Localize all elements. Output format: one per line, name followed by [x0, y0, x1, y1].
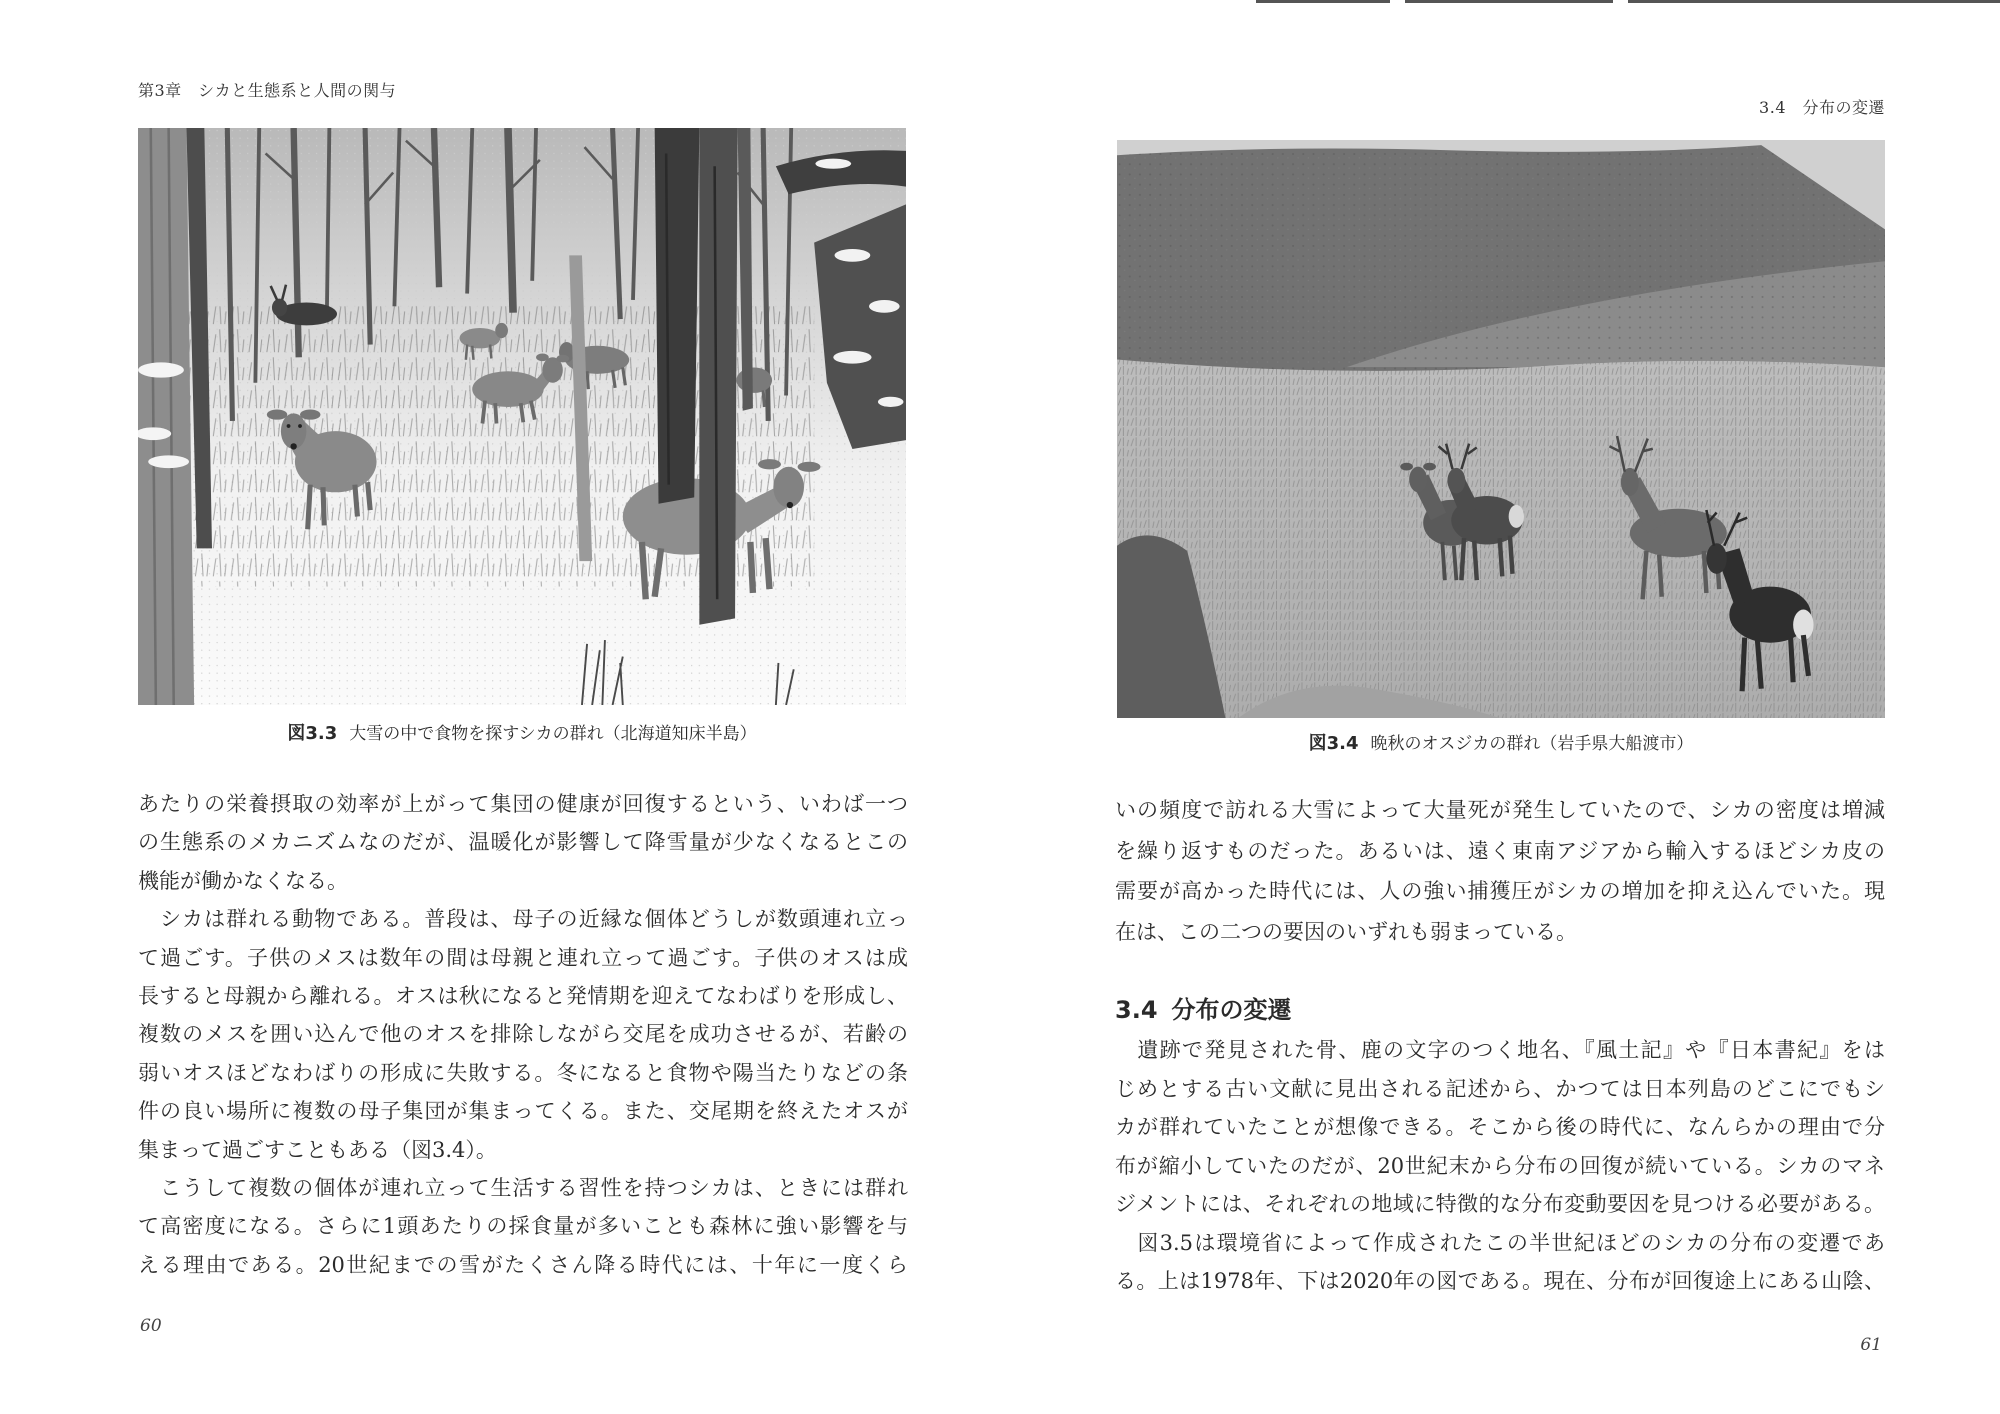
- body-text-line: る。上は1978年、下は2020年の図である。現在、分布が回復途上にある山陰、: [1115, 1269, 1885, 1293]
- body-text-line: シカは群れる動物である。普段は、母子の近縁な個体どうしが数頭連れ立っ: [138, 907, 908, 932]
- section-title: 分布の変遷: [1171, 996, 1292, 1024]
- figure-caption-text: 大雪の中で食物を探すシカの群れ（北海道知床半島）: [349, 724, 757, 744]
- body-text-line: て高密度になる。さらに1頭あたりの採食量が多いことも森林に強い影響を与: [138, 1214, 908, 1239]
- page-number-left: 60: [140, 1316, 162, 1336]
- body-text-line: 件の良い場所に複数の母子集団が集まってくる。また、交尾期を終えたオスが: [138, 1099, 908, 1124]
- running-head-section: 3.4 分布の変遷: [1759, 98, 1885, 117]
- body-text-line: こうして複数の個体が連れ立って生活する習性を持つシカは、ときには群れ: [138, 1175, 908, 1200]
- body-text-line: の生態系のメカニズムなのだが、温暖化が影響して降雪量が少なくなるとこの: [138, 830, 908, 855]
- right-body-text-bottom: [1115, 1031, 1885, 1301]
- body-text-line: 布が縮小していたのだが、20世紀末から分布の回復が続いている。シカのマネ: [1115, 1153, 1885, 1178]
- body-text-line: カが群れていたことが想像できる。そこから後の時代に、なんらかの理由で分: [1115, 1115, 1885, 1139]
- section-number: 3.4: [1115, 996, 1158, 1024]
- body-text-line: いの頻度で訪れる大雪によって大量死が発生していたので、シカの密度は増減: [1115, 798, 1885, 822]
- body-text-line: 弱いオスほどなわばりの形成に失敗する。冬になると食物や陽当たりなどの条: [138, 1060, 908, 1085]
- body-text-line: じめとする古い文献に見出される記述から、かつては日本列島のどこにでもシ: [1115, 1076, 1885, 1101]
- body-text-line: て過ごす。子供のメスは数年の間は母親と連れ立って過ごす。子供のオスは成: [138, 945, 908, 970]
- running-head-chapter: 第3章 シカと生態系と人間の関与: [138, 81, 397, 100]
- body-text-line: える理由である。20世紀までの雪がたくさん降る時代には、十年に一度くら: [138, 1252, 908, 1277]
- body-text-line: 長すると母親から離れる。オスは秋になると発情期を迎えてなわばりを形成し、: [138, 983, 908, 1008]
- scan-edge-line: [1256, 0, 2000, 3]
- figure-3-4-caption: [1117, 729, 1885, 755]
- body-text-line: 機能が働かなくなる。: [138, 868, 348, 893]
- body-text-line: を繰り返すものだった。あるいは、遠く東南アジアから輸入するほどシカ皮の: [1115, 838, 1885, 863]
- body-text-line: ジメントには、それぞれの地域に特徴的な分布変動要因を見つける必要がある。: [1115, 1192, 1885, 1216]
- body-text-line: 需要が高かった時代には、人の強い捕獲圧がシカの増加を抑え込んでいた。現: [1115, 879, 1885, 903]
- figure-caption-text: 晩秋のオスジカの群れ（岩手県大船渡市）: [1370, 734, 1694, 754]
- page-number-right: 61: [1860, 1335, 1882, 1355]
- right-body-text-top: [1115, 790, 1885, 952]
- mountain-slope: [1117, 140, 1885, 371]
- body-text-line: あたりの栄養摂取の効率が上がって集団の健康が回復するという、いわば一つ: [138, 792, 908, 816]
- figure-label: 図3.4: [1308, 733, 1359, 754]
- body-text-line: 遺跡で発見された骨、鹿の文字のつく地名、『風土記』や『日本書紀』をは: [1115, 1038, 1885, 1062]
- body-text-line: 複数のメスを囲い込んで他のオスを排除しながら交尾を成功させるが、若齢の: [138, 1022, 908, 1047]
- figure-3-3-caption: [138, 719, 906, 745]
- body-text-line: 図3.5は環境省によって作成されたこの半世紀ほどのシカの分布の変遷であ: [1115, 1230, 1885, 1255]
- figure-label: 図3.3: [287, 723, 338, 744]
- body-text-line: 集まって過ごすこともある（図3.4）。: [138, 1137, 497, 1162]
- left-body-text: [138, 785, 908, 1284]
- figure-3-3-photo-snowy-forest-deer: [138, 128, 906, 705]
- body-text-line: 在は、この二つの要因のいずれも弱まっている。: [1115, 919, 1577, 944]
- section-heading: [1115, 990, 1292, 1025]
- figure-3-4-photo-stags-on-hillside: [1117, 140, 1885, 718]
